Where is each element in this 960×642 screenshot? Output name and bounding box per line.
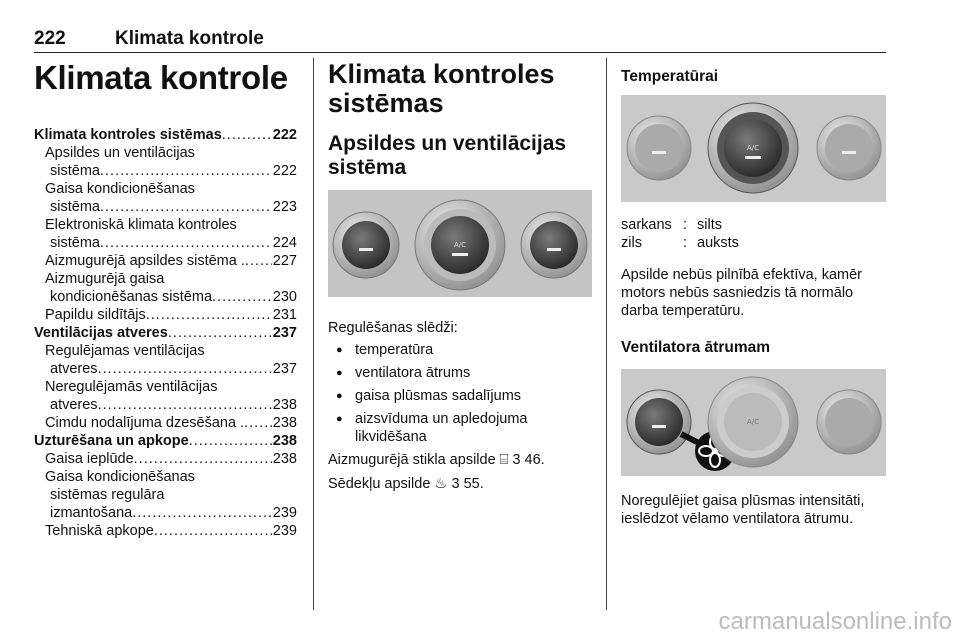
- temperature-note: Apsilde nebūs pilnībā efektīva, kamēr motors nebūs sasniedzis tā normālo darba temperatūru.: [621, 267, 862, 319]
- svg-text:A/C: A/C: [746, 418, 760, 426]
- toc-entry: [34, 288, 297, 306]
- toc-entry: [34, 162, 297, 180]
- temperature-legend: [621, 216, 886, 252]
- toc-section-entry: [34, 126, 297, 144]
- toc-leader: [212, 288, 272, 306]
- toc-leader: [189, 432, 272, 450]
- toc-entry-text: Neregulējamās ventilācijas: [45, 379, 218, 395]
- toc-page-number: 238: [272, 433, 297, 449]
- svg-text:A/C: A/C: [453, 241, 467, 249]
- toc-page-number: 237: [272, 361, 297, 377]
- toc-entry: [34, 504, 297, 522]
- controls-list: [328, 341, 592, 446]
- content-column-2: [328, 60, 592, 493]
- legend-sep: :: [683, 217, 688, 233]
- toc-entry: [34, 306, 297, 324]
- toc-page-number: 239: [272, 505, 297, 521]
- toc-entry-label: Uzturēšana un apkope: [34, 433, 189, 449]
- legend-term: sarkans: [621, 217, 672, 233]
- toc-entry-label: sistēma: [50, 163, 100, 179]
- temperature-knob: [627, 116, 691, 180]
- toc-page-number: 231: [272, 307, 297, 323]
- air-distribution-knob: [817, 116, 881, 180]
- toc-page-number: 223: [272, 199, 297, 215]
- header-title: Klimata kontrole: [115, 28, 264, 49]
- legend-term: zils: [621, 235, 642, 251]
- cross-reference: Aizmugurējā stikla apsilde ⌸ 3 46.: [328, 452, 545, 468]
- toc-page-number: 222: [272, 127, 297, 143]
- toc-page-number: 238: [272, 415, 297, 431]
- toc-entry-label: Papildu sildītājs: [45, 307, 146, 323]
- legend-row: [621, 234, 886, 252]
- toc-leader: [154, 522, 272, 540]
- list-item: ● ventilatora ātrums: [328, 364, 592, 382]
- toc-leader: [132, 504, 272, 522]
- cross-reference: Sēdekļu apsilde ♨ 3 55.: [328, 476, 484, 492]
- toc-column: [34, 60, 297, 540]
- subsection-title: Apsildes un ventilācijas sistēma: [328, 132, 567, 179]
- climate-control-photo: [328, 190, 592, 297]
- toc-page-number: 239: [272, 523, 297, 539]
- ac-knob: [708, 377, 798, 467]
- toc-leader: [168, 324, 272, 342]
- toc-page-number: 238: [272, 451, 297, 467]
- toc-entry-label: atveres: [50, 361, 98, 377]
- toc-entry-text: Gaisa kondicionēšanas: [45, 181, 195, 197]
- air-distribution-knob: [521, 212, 587, 278]
- table-of-contents: [34, 126, 297, 540]
- list-item: ● gaisa plūsmas sadalījums: [328, 387, 592, 405]
- toc-leader: [100, 234, 272, 252]
- page-number: 222: [34, 28, 66, 49]
- toc-entry-label: Aizmugurējā apsildes sistēma .: [45, 253, 245, 269]
- fan-speed-photo: [621, 369, 886, 476]
- toc-page-number: 222: [272, 163, 297, 179]
- toc-entry-label: izmantošana: [50, 505, 133, 521]
- toc-entry: [34, 234, 297, 252]
- fan-speed-knob: [415, 200, 505, 290]
- legend-sep: :: [683, 235, 688, 251]
- toc-leader: [98, 360, 272, 378]
- toc-entry: [34, 360, 297, 378]
- toc-page-number: 227: [272, 253, 297, 269]
- temperature-knob-image: [621, 95, 886, 202]
- toc-entry-text: Gaisa kondicionēšanas: [45, 469, 195, 485]
- toc-page-number: 238: [272, 397, 297, 413]
- page-header: [34, 26, 886, 53]
- toc-page-number: 237: [272, 325, 297, 341]
- toc-entry-label: atveres: [50, 397, 98, 413]
- column-divider: [313, 58, 314, 610]
- fan-speed-heading: Ventilatora ātrumam: [621, 339, 771, 356]
- toc-page-number: 230: [272, 289, 297, 305]
- toc-entry-text: Regulējamas ventilācijas: [45, 343, 205, 359]
- watermark: carmanualsonline.info: [718, 608, 952, 635]
- toc-section-entry: [34, 432, 297, 450]
- temperature-photo: [621, 95, 886, 202]
- rear-window-heater-icon: ⌸: [499, 452, 509, 468]
- toc-entry-text: Elektroniskā klimata kontroles: [45, 217, 237, 233]
- toc-entry: [34, 252, 297, 270]
- toc-leader: [134, 450, 272, 468]
- toc-entry-label: Cimdu nodalījuma dzesēšana .: [45, 415, 245, 431]
- legend-def: auksts: [697, 235, 739, 251]
- chapter-title: Klimata kontrole: [34, 59, 288, 96]
- toc-entry-label: Gaisa ieplūde: [45, 451, 134, 467]
- list-item: ● temperatūra: [328, 341, 592, 359]
- toc-entry-label: kondicionēšanas sistēma: [50, 289, 213, 305]
- controls-label: Regulēšanas slēdži:: [328, 320, 458, 336]
- climate-knobs-image: [328, 190, 592, 297]
- toc-entry-text: sistēmas regulāra: [50, 487, 165, 503]
- toc-entry: [34, 450, 297, 468]
- toc-leader: [98, 396, 272, 414]
- toc-leader: [100, 162, 272, 180]
- seat-heater-icon: ♨: [434, 476, 448, 492]
- toc-entry-label: Ventilācijas atveres: [34, 325, 168, 341]
- toc-entry-text: Aizmugurējā gaisa: [45, 271, 165, 287]
- page-ref-arrow-icon: 3: [512, 452, 521, 468]
- toc-entry-label: Tehniskā apkope: [45, 523, 154, 539]
- svg-text:A/C: A/C: [746, 144, 760, 152]
- temperature-heading: Temperatūrai: [621, 68, 719, 85]
- temperature-knob: [333, 212, 399, 278]
- fan-speed-knob: [627, 390, 691, 454]
- air-distribution-knob: [817, 390, 881, 454]
- legend-row: [621, 216, 886, 234]
- toc-entry-label: sistēma: [50, 199, 100, 215]
- toc-entry-label: sistēma: [50, 235, 100, 251]
- toc-entry-text: Apsildes un ventilācijas: [45, 145, 195, 161]
- fan-speed-note: Noregulējiet gaisa plūsmas intensitāti, ieslēdzot vēlamo ventilatora ātrumu.: [621, 493, 865, 527]
- list-item: ● aizsvīduma un apledojuma likvidēšana: [328, 410, 592, 446]
- toc-leader: [244, 414, 272, 432]
- content-column-3: [621, 60, 886, 528]
- toc-leader: [146, 306, 272, 324]
- toc-entry: [34, 198, 297, 216]
- section-title: Klimata kontroles sistēmas: [328, 59, 555, 118]
- toc-entry: [34, 522, 297, 540]
- toc-entry: [34, 414, 297, 432]
- toc-leader: [245, 252, 272, 270]
- toc-leader: [100, 198, 272, 216]
- legend-def: silts: [697, 217, 722, 233]
- toc-entry: [34, 396, 297, 414]
- toc-page-number: 224: [272, 235, 297, 251]
- toc-section-entry: [34, 324, 297, 342]
- column-divider: [606, 58, 607, 610]
- fan-knob-image: [621, 369, 886, 476]
- toc-entry-label: Klimata kontroles sistēmas: [34, 127, 222, 143]
- toc-leader: [222, 126, 272, 144]
- fan-speed-knob: [708, 103, 798, 193]
- page-ref-arrow-icon: 3: [451, 476, 460, 492]
